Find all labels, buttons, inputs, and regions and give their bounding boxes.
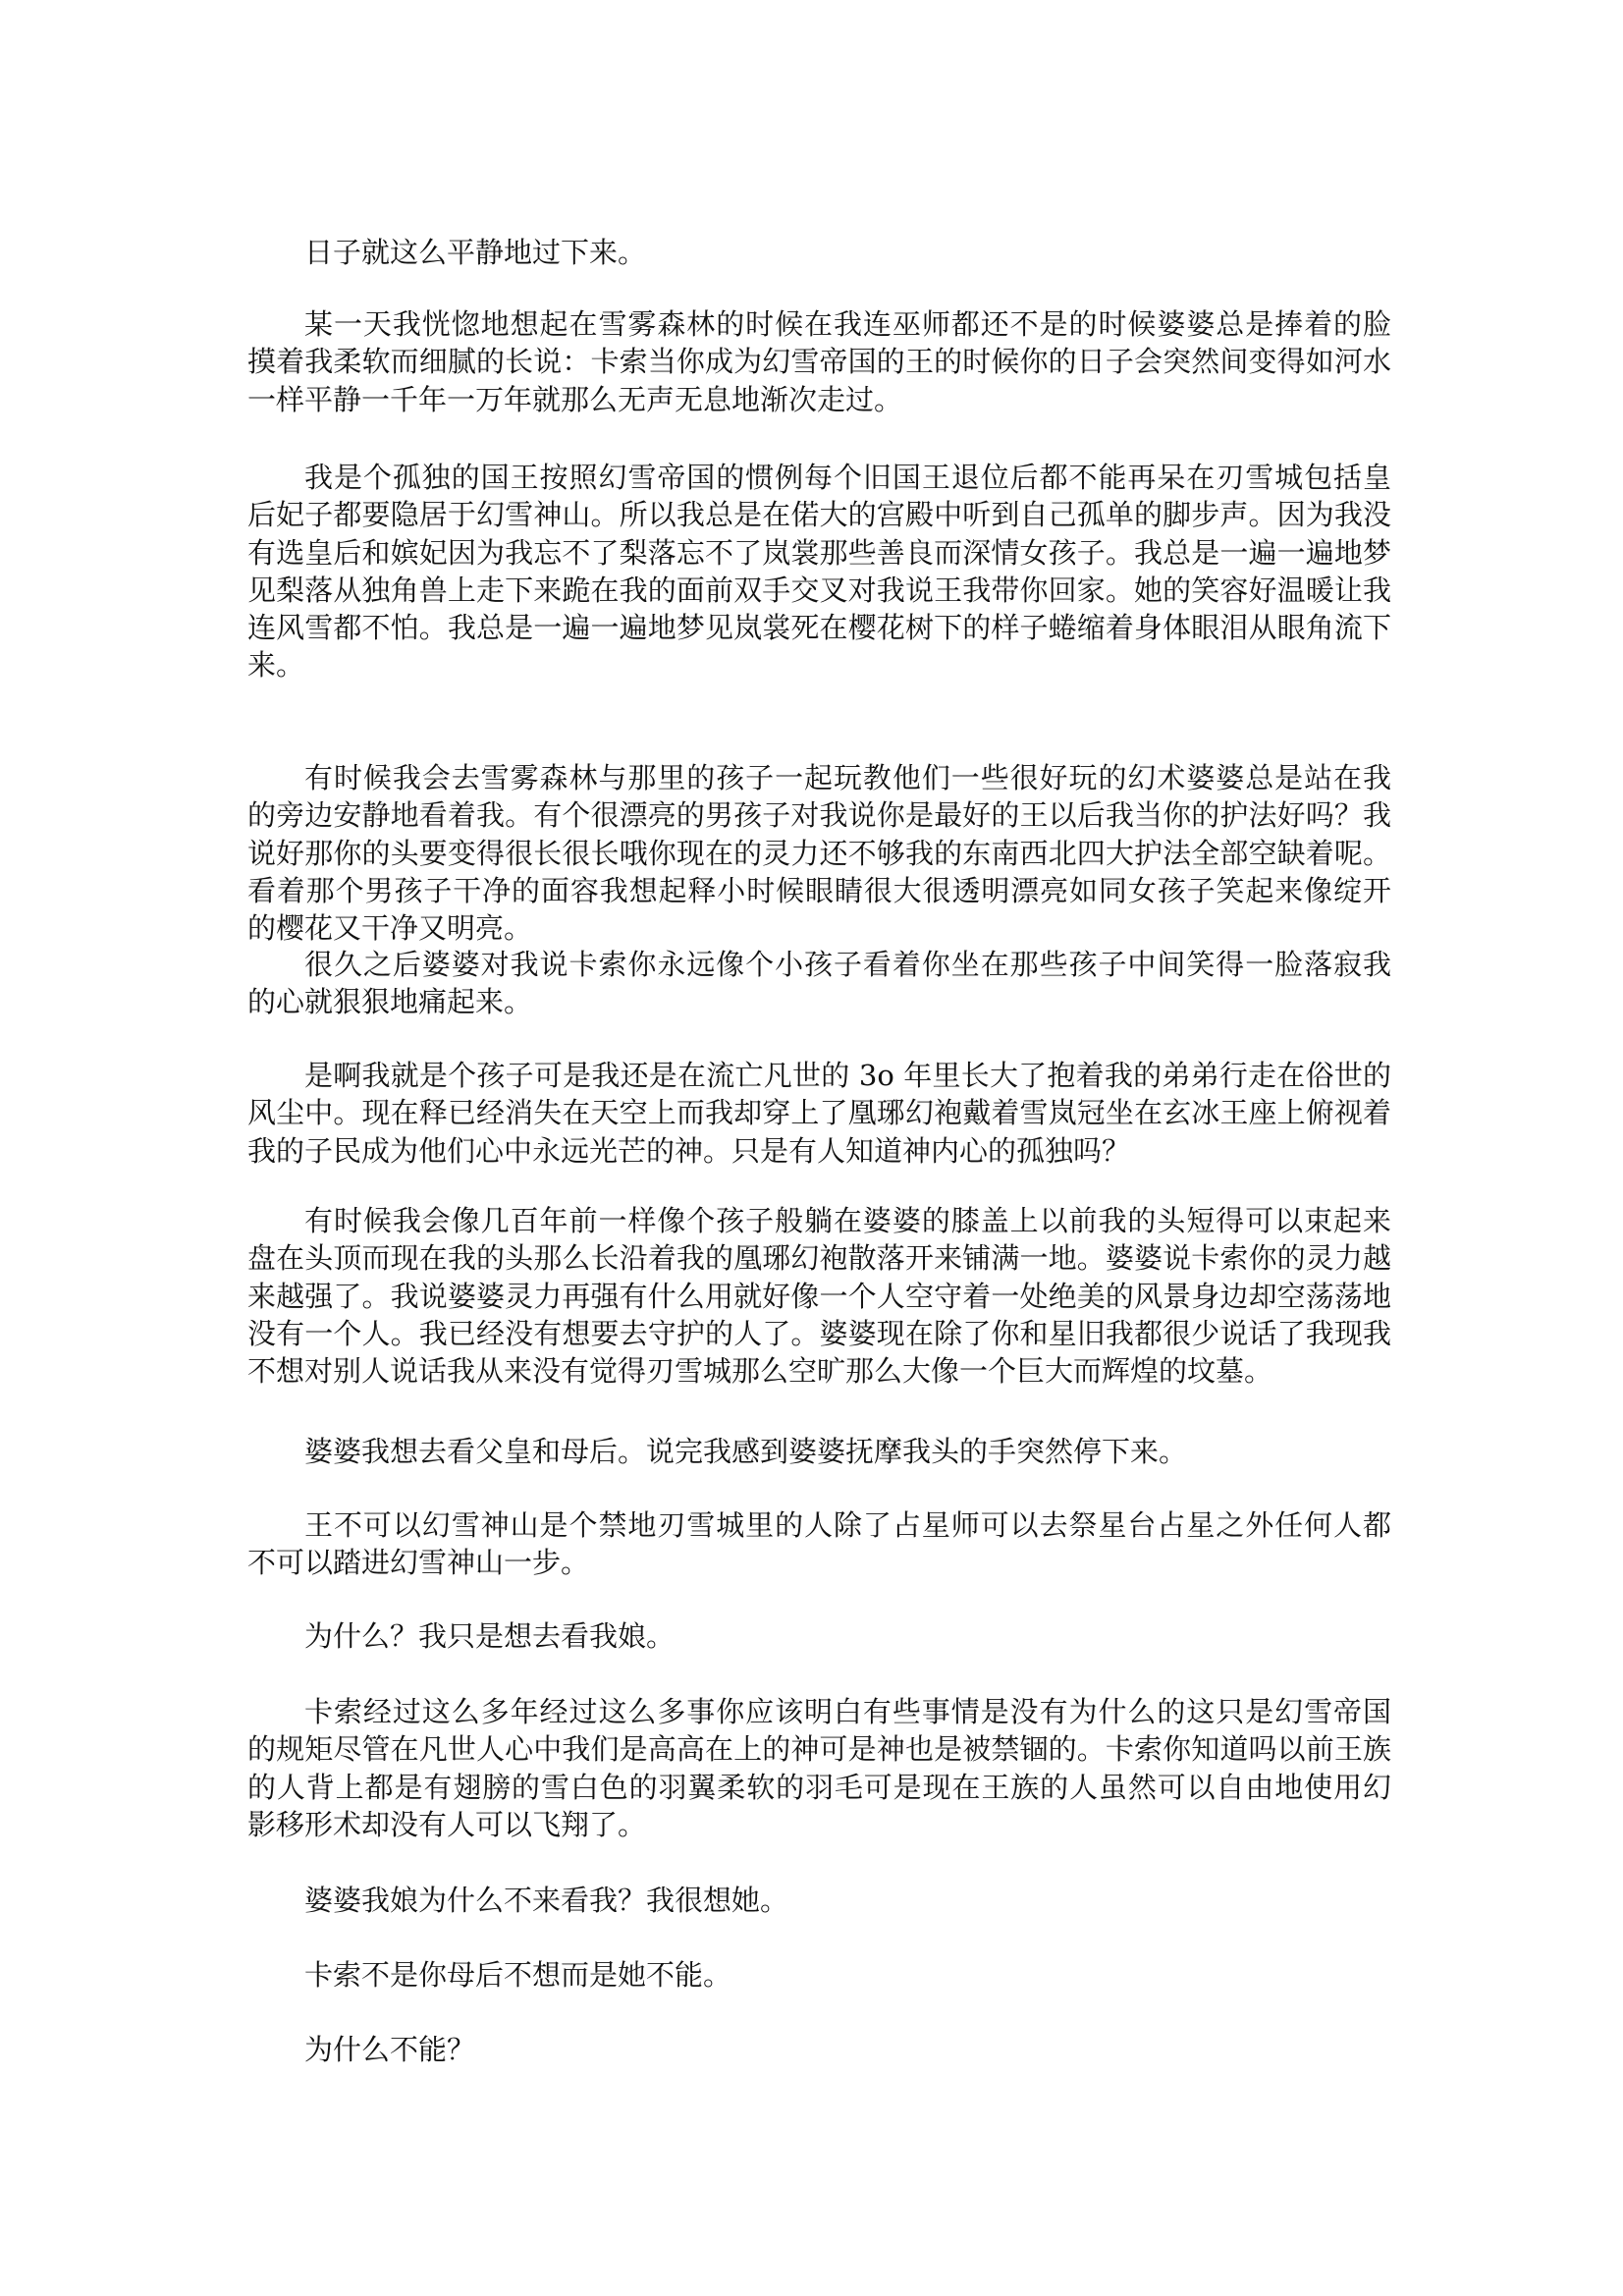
paragraph (247, 1057, 1391, 1170)
text-line: 来越强了。我说婆婆灵力再强有什么用就好像一个人空守着一处绝美的风景身边却空荡荡地 (247, 1279, 1391, 1313)
text-line: 摸着我柔软而细腻的长说：卡索当你成为幻雪帝国的王的时候你的日子会突然间变得如河水 (247, 345, 1391, 379)
text-line: 看着那个男孩子干净的面容我想起释小时候眼睛很大很透明漂亮如同女孩子笑起来像绽开 (247, 873, 1391, 907)
text-line: 影移形术却没有人可以飞翔了。 (247, 1807, 647, 1841)
text-line: 为什么不能？ (304, 2033, 476, 2066)
text-line: 的规矩尽管在凡世人心中我们是高高在上的神可是神也是被禁锢的。卡索你知道吗以前王族 (247, 1732, 1391, 1767)
paragraph (247, 234, 1391, 271)
text-line: 我是个孤独的国王按照幻雪帝国的惯例每个旧国王退位后都不能再呆在刃雪城包括皇 (304, 461, 1391, 494)
text-line: 风尘中。现在释已经消失在天空上而我却穿上了凰琊幻袍戴着雪岚冠坐在玄冰王座上俯视着 (247, 1096, 1391, 1130)
text-line: 为什么？我只是想去看我娘。 (304, 1619, 676, 1653)
text-line: 卡索不是你母后不想而是她不能。 (304, 1958, 732, 1992)
text-line: 有时候我会像几百年前一样像个孩子般躺在婆婆的膝盖上以前我的头短得可以束起来 (304, 1204, 1391, 1237)
text-line: 不想对别人说话我从来没有觉得刃雪城那么空旷那么大像一个巨大而辉煌的坟墓。 (247, 1354, 1273, 1389)
text-line: 见梨落从独角兽上走下来跪在我的面前双手交叉对我说王我带你回家。她的笑容好温暖让我 (247, 573, 1391, 607)
text-line: 婆婆我娘为什么不来看我？我很想她。 (304, 1884, 789, 1917)
text-line: 连风雪都不怕。我总是一遍一遍地梦见岚裳死在樱花树下的样子蜷缩着身体眼泪从眼角流下 (247, 611, 1391, 645)
text-line: 是啊我就是个孩子可是我还是在流亡凡世的 3o 年里长大了抱着我的弟弟行走在俗世的 (304, 1059, 1391, 1092)
paragraph (247, 1617, 1391, 1655)
text-line: 王不可以幻雪神山是个禁地刃雪城里的人除了占星师可以去祭星台占星之外任何人都 (304, 1508, 1391, 1542)
text-line: 我的子民成为他们心中永远光芒的神。只是有人知道神内心的孤独吗？ (247, 1133, 1131, 1168)
text-line: 日子就这么平静地过下来。 (304, 236, 647, 269)
text-line: 一样平静一千年一万年就那么无声无息地渐次走过。 (247, 382, 903, 416)
text-line: 某一天我恍惚地想起在雪雾森林的时候在我连巫师都还不是的时候婆婆总是捧着的脸 (304, 307, 1391, 341)
text-line: 的旁边安静地看着我。有个很漂亮的男孩子对我说你是最好的王以后我当你的护法好吗？我 (247, 798, 1391, 833)
paragraph (247, 1693, 1391, 1843)
paragraph (247, 1882, 1391, 1919)
paragraph (247, 459, 1391, 684)
text-line: 婆婆我想去看父皇和母后。说完我感到婆婆抚摩我头的手突然停下来。 (304, 1435, 1188, 1468)
text-line: 的心就狠狠地痛起来。 (247, 985, 533, 1019)
text-line: 不可以踏进幻雪神山一步。 (247, 1546, 590, 1580)
text-line: 后妃子都要隐居于幻雪神山。所以我总是在偌大的宫殿中听到自己孤单的脚步声。因为我没 (247, 498, 1391, 532)
paragraph (247, 1202, 1391, 1390)
text-line: 卡索经过这么多年经过这么多事你应该明白有些事情是没有为什么的这只是幻雪帝国 (304, 1695, 1391, 1728)
text-line: 的樱花又干净又明亮。 (247, 911, 533, 946)
text-line: 来。 (247, 648, 305, 683)
paragraph (247, 2031, 1391, 2068)
text-line: 说好那你的头要变得很长很长哦你现在的灵力还不够我的东南西北四大护法全部空缺着呢。 (247, 836, 1391, 870)
paragraph (247, 1433, 1391, 1470)
text-line: 盘在头顶而现在我的头那么长沿着我的凰琊幻袍散落开来铺满一地。婆婆说卡索你的灵力越 (247, 1241, 1391, 1276)
text-line: 的人背上都是有翅膀的雪白色的羽翼柔软的羽毛可是现在王族的人虽然可以自由地使用幻 (247, 1770, 1391, 1804)
paragraph (247, 759, 1391, 947)
paragraph (247, 1506, 1391, 1582)
text-line: 很久之后婆婆对我说卡索你永远像个小孩子看着你坐在那些孩子中间笑得一脸落寂我 (304, 948, 1391, 981)
text-line: 有时候我会去雪雾森林与那里的孩子一起玩教他们一些很好玩的幻术婆婆总是站在我 (304, 761, 1391, 794)
paragraph (247, 946, 1391, 1021)
text-line: 没有一个人。我已经没有想要去守护的人了。婆婆现在除了你和星旧我都很少说话了我现我 (247, 1316, 1391, 1350)
text-line: 有选皇后和嫔妃因为我忘不了梨落忘不了岚裳那些善良而深情女孩子。我总是一遍一遍地梦 (247, 535, 1391, 570)
paragraph (247, 1956, 1391, 1994)
paragraph (247, 305, 1391, 418)
